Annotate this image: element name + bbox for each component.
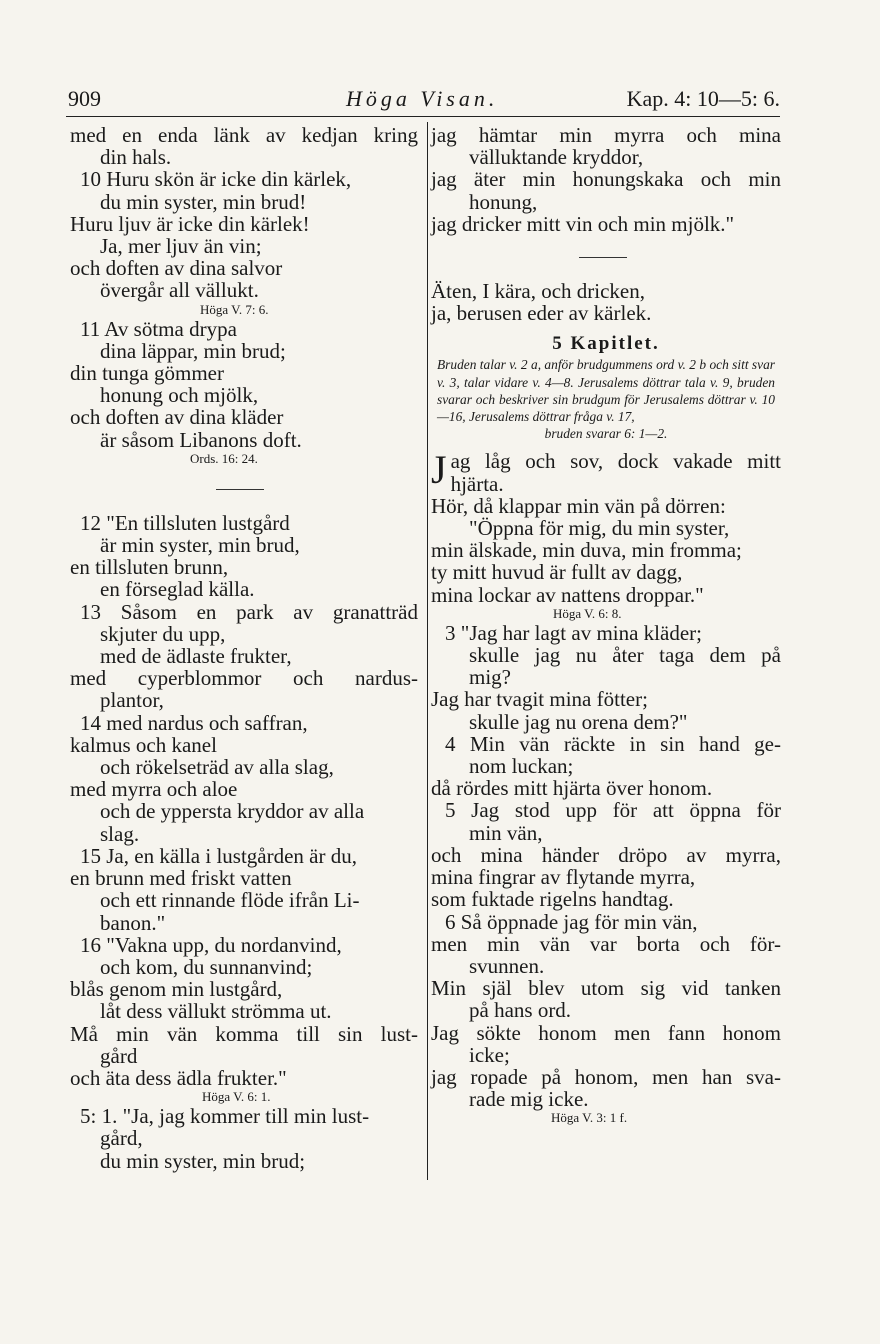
verse-line: med de ädlaste frukter, <box>100 644 292 669</box>
verse-line: gård, <box>100 1126 143 1151</box>
verse-line: 4 Min vän räckte in sin hand ge- <box>445 731 781 756</box>
verse-line: välluktande kryddor, <box>469 145 644 170</box>
verse-line: och doften av dina salvor <box>70 256 283 281</box>
verse-line: 13 Såsom en park av granatträd <box>80 599 418 624</box>
opening-verse <box>431 447 781 496</box>
verse-line: och ett rinnande flöde ifrån Li- <box>100 888 360 913</box>
verse-line: övergår all vällukt. <box>100 278 259 303</box>
verse-line: och mina händer dröpo av myrra, <box>431 842 781 867</box>
verse-line: 10 Huru skön är icke din kärlek, <box>80 167 352 192</box>
verse-line: på hans ord. <box>469 998 572 1023</box>
verse-line: honung och mjölk, <box>100 383 259 408</box>
verse-line: jag ropade på honom, men han sva- <box>431 1064 781 1089</box>
verse-line: med cyperblommor och nardus- <box>70 666 418 691</box>
verse-line: en tillsluten brunn, <box>70 555 229 580</box>
verse-line: ag låg och sov, dock vakade mitt <box>450 449 781 474</box>
right-column <box>431 124 781 1126</box>
verse-line: och äta dess ädla frukter." <box>70 1065 287 1090</box>
verse-line: slag. <box>100 821 140 846</box>
verse-line: min vän, <box>469 820 543 845</box>
verse-line: kalmus och kanel <box>70 732 217 757</box>
verse-line: och rökelseträd av alla slag, <box>100 755 334 780</box>
verse-line: blås genom min lustgård, <box>70 977 283 1002</box>
verse-line: med en enda länk av kedjan kring <box>70 123 418 147</box>
verse-line: Hör, då klappar min vän på dörren: <box>431 493 726 518</box>
verse-line: 14 med nardus och saffran, <box>80 710 308 735</box>
verse-line: en förseglad källa. <box>100 577 255 602</box>
cross-reference: Höga V. 3: 1 f. <box>551 1110 628 1126</box>
verse-line: honung, <box>469 189 538 214</box>
verse-line: Må min vän komma till sin lust- <box>70 1021 418 1046</box>
running-title: Höga Visan. <box>346 86 499 111</box>
verse-line: 12 "En tillsluten lustgård <box>80 510 290 535</box>
left-column <box>66 124 418 1172</box>
verse-line: mig? <box>469 665 511 690</box>
verse-line: jag hämtar min myrra och mina <box>431 123 781 147</box>
verse-line: Huru ljuv är icke din kärlek! <box>70 211 310 236</box>
chapter-summary-text: Bruden talar v. 2 a, anför brudgummens ord v. 2 b och sitt svar v. 3, talar vidare v. 4—8. Jerusalems döttrar tala v. 9, bruden svarar och beskriver sin brudgum för Jerusalems döttrar v. 10—16, Jerusalems döttrar fråga v. 17, <box>437 357 775 425</box>
cross-reference: Höga V. 6: 1. <box>202 1089 271 1105</box>
verse-line: 3 "Jag har lagt av mina kläder; <box>445 620 702 645</box>
verse-line: "Öppna för mig, du min syster, <box>469 516 730 541</box>
verse-line: 5 Jag stod upp för att öppna för <box>445 798 781 823</box>
verse-line: då rördes mitt hjärta över honom. <box>431 776 713 801</box>
verse-line: med myrra och aloe <box>70 777 238 802</box>
verse-line: gård <box>100 1043 138 1068</box>
verse-line: Min själ blev utom sig vid tanken <box>431 976 781 1001</box>
verse-line: och kom, du sunnanvind; <box>100 954 313 979</box>
verse-line: låt dess vällukt strömma ut. <box>100 999 332 1024</box>
verse-line: Ja, mer ljuv än vin; <box>100 234 262 259</box>
verse-line: min älskade, min duva, min fromma; <box>431 538 742 563</box>
chapter-summary <box>431 356 781 442</box>
verse-line: Jag har tvagit mina fötter; <box>431 687 648 712</box>
verse-line: 15 Ja, en källa i lustgården är du, <box>80 843 357 868</box>
verse-line: du min syster, min brud! <box>100 189 307 214</box>
column-divider <box>427 122 428 1180</box>
verse-line: som fuktade rigelns handtag. <box>431 887 674 912</box>
cross-reference: Ords. 16: 24. <box>190 450 258 466</box>
cross-reference: Höga V. 6: 8. <box>553 605 622 621</box>
drop-cap: J <box>431 447 447 493</box>
verse-line: jag dricker mitt vin och min mjölk." <box>431 211 735 236</box>
verse-line: en brunn med friskt vatten <box>70 866 292 891</box>
verse-line: Jag sökte honom men fann honom <box>431 1020 781 1045</box>
verse-line: mina fingrar av flytande myrra, <box>431 865 696 890</box>
chapter-reference: Kap. 4: 10—5: 6. <box>626 86 780 111</box>
verse-line: banon." <box>100 910 166 935</box>
verse-line: nom luckan; <box>469 754 574 779</box>
verse-line: plantor, <box>100 688 164 713</box>
verse-line: skulle jag nu orena dem?" <box>469 709 688 734</box>
verse-line: ja, berusen eder av kärlek. <box>431 301 652 326</box>
verse-line: jag äter min honungskaka och min <box>431 167 781 192</box>
verse-line: du min syster, min brud; <box>100 1148 306 1173</box>
verse-line: skjuter du upp, <box>100 621 226 646</box>
verse-line: din tunga gömmer <box>70 361 224 386</box>
page-number: 909 <box>68 86 101 111</box>
verse-line: 5: 1. "Ja, jag kommer till min lust- <box>80 1104 370 1129</box>
verse-line: mina lockar av nattens droppar." <box>431 582 704 607</box>
verse-line: Äten, I kära, och dricken, <box>431 279 645 304</box>
verse-line: rade mig icke. <box>469 1087 589 1112</box>
cross-reference: Höga V. 7: 6. <box>200 301 269 317</box>
verse-line: icke; <box>469 1042 510 1067</box>
verse-line: 6 Så öppnade jag för min vän, <box>445 909 698 934</box>
verse-line: är såsom Libanons doft. <box>100 427 302 452</box>
verse-line: 11 Av sötma drypa <box>80 316 237 341</box>
verse-line: hjärta. <box>450 471 504 496</box>
verse-line: ty mitt huvud är fullt av dagg, <box>431 560 683 585</box>
verse-line: men min vän var borta och för- <box>431 931 781 956</box>
verse-line: och doften av dina kläder <box>70 405 284 430</box>
chapter-heading: 5 Kapitlet. <box>552 333 660 355</box>
verse-line: dina läppar, min brud; <box>100 338 286 363</box>
header-rule <box>66 116 780 117</box>
verse-line: är min syster, min brud, <box>100 533 300 558</box>
verse-line: din hals. <box>100 145 172 170</box>
verse-line: skulle jag nu åter taga dem på <box>469 643 781 668</box>
chapter-summary-last: bruden svarar 6: 1—2. <box>544 426 668 442</box>
verse-line: och de yppersta kryddor av alla <box>100 799 365 824</box>
verse-line: 16 "Vakna upp, du nordanvind, <box>80 932 342 957</box>
verse-line: svunnen. <box>469 953 545 978</box>
